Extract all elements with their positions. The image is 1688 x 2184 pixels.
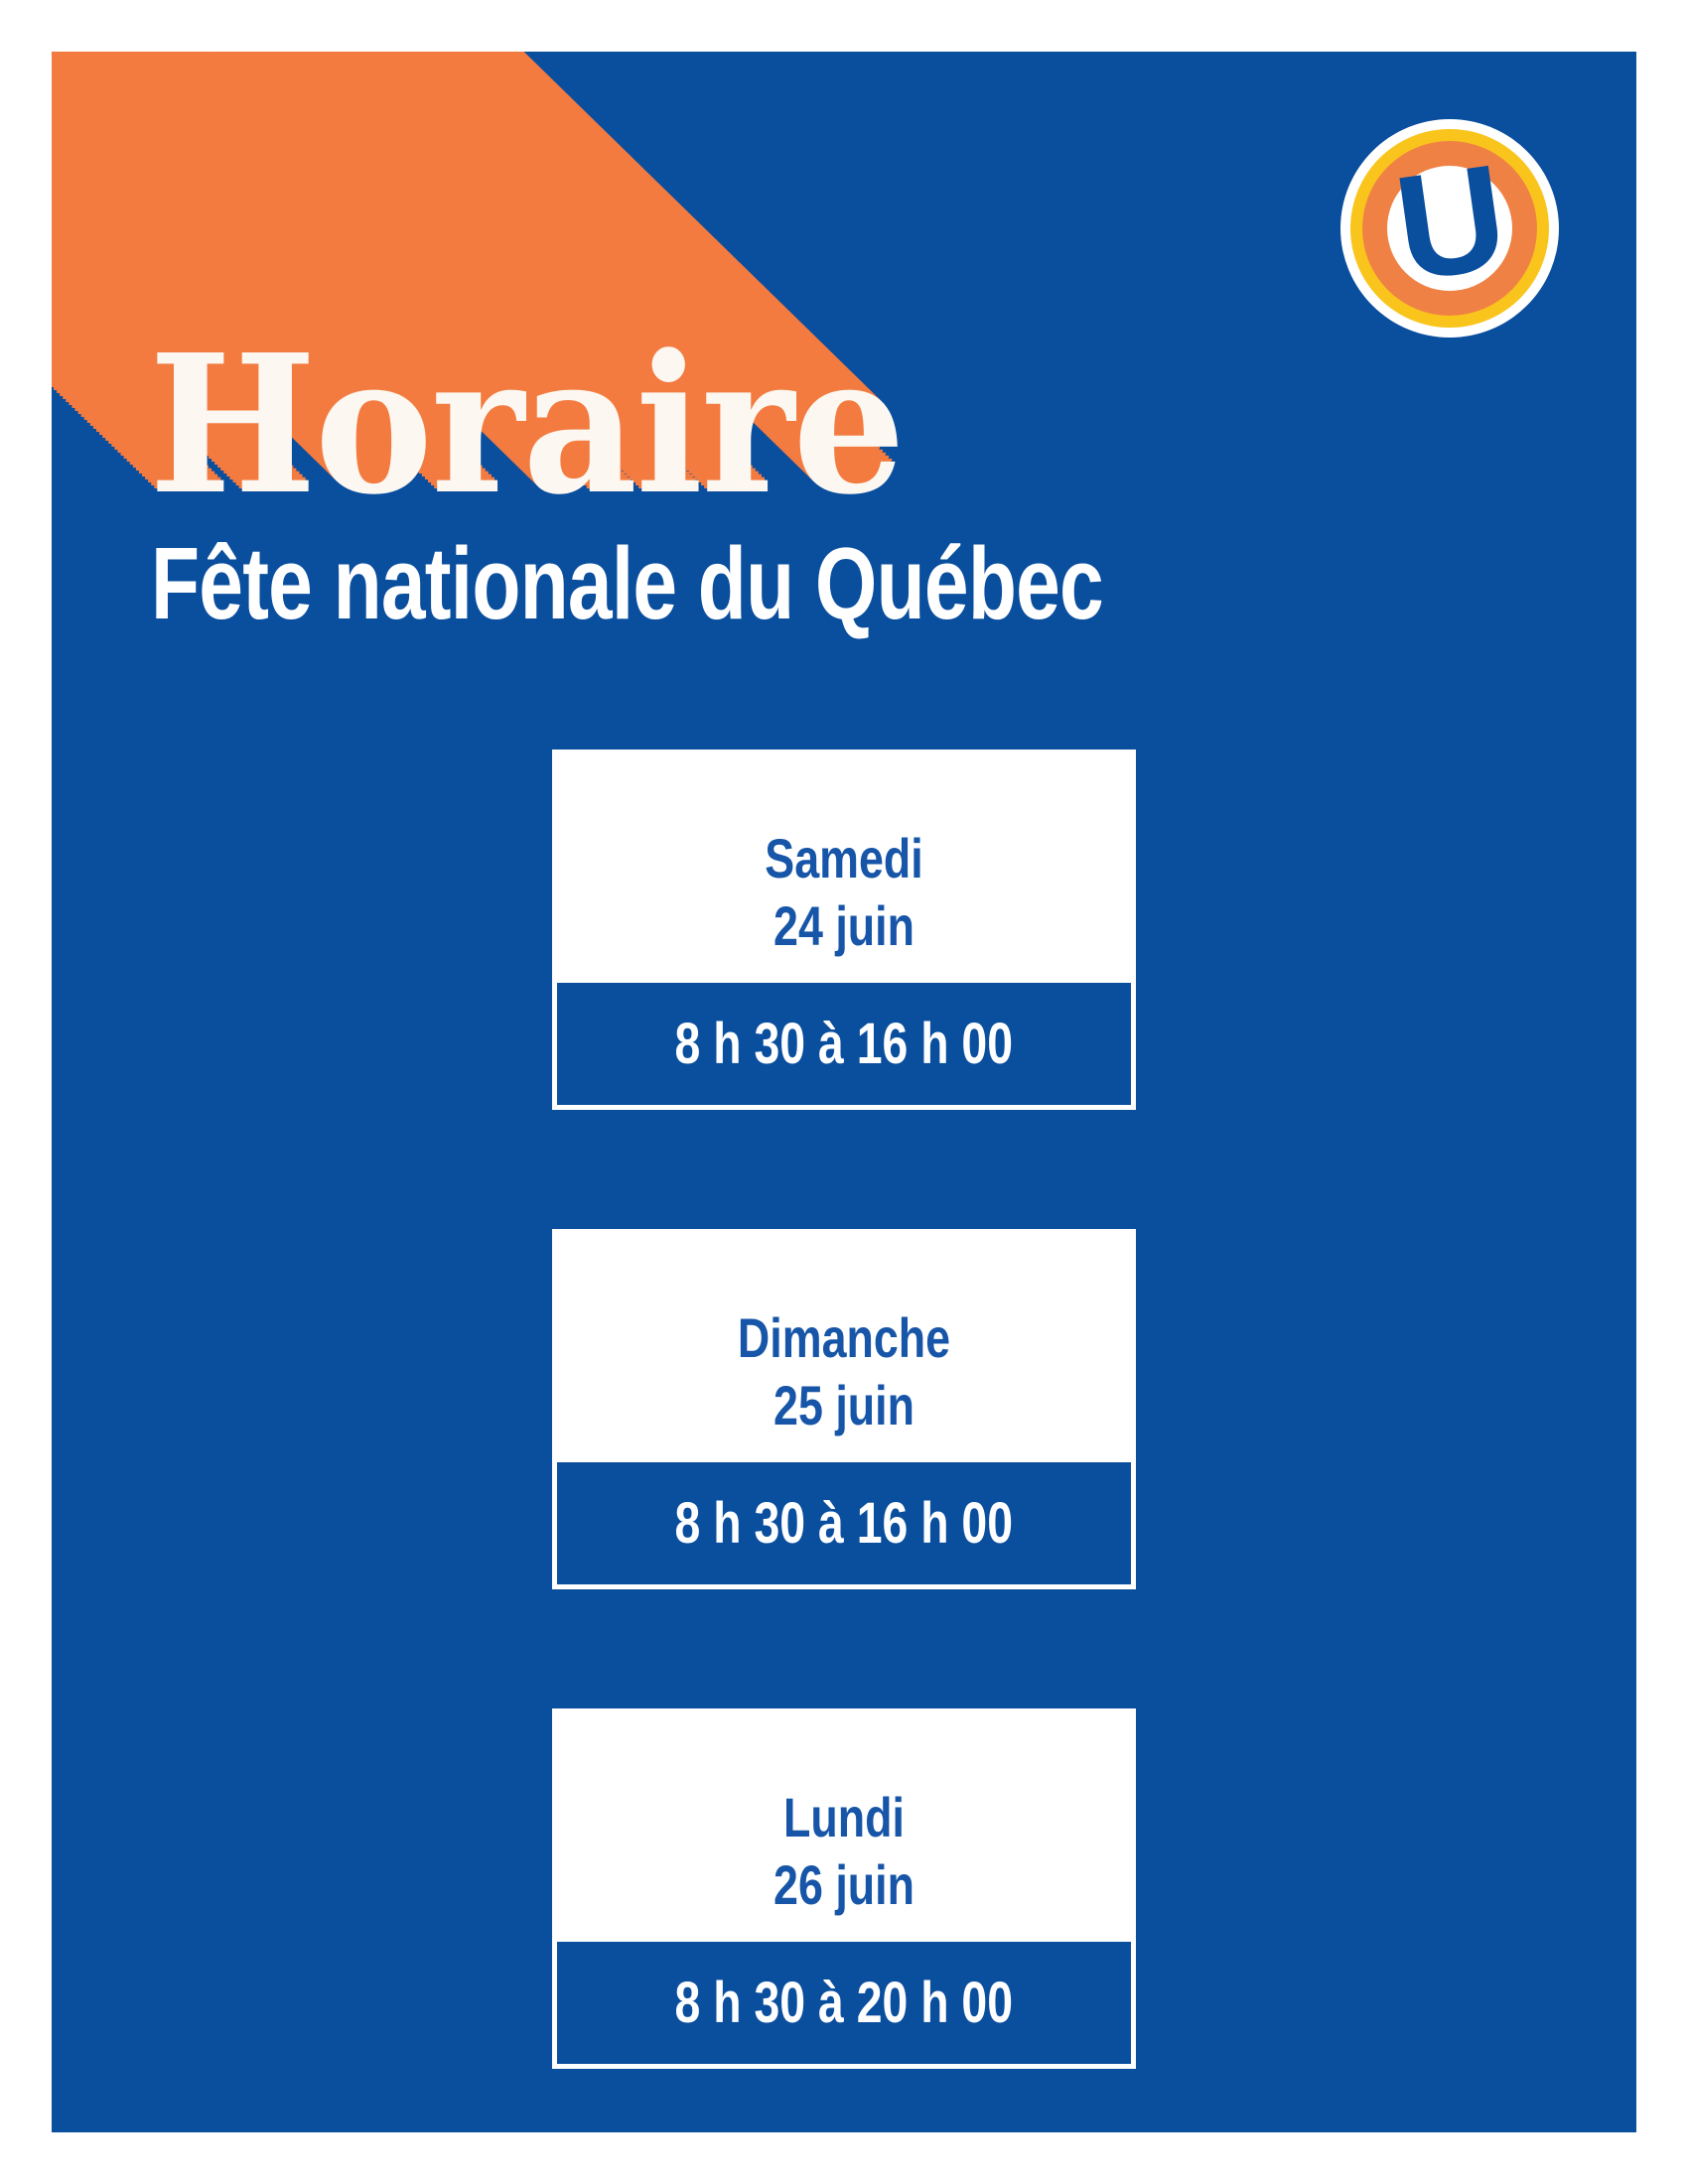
day-date: 26 juin <box>774 1852 914 1916</box>
uniprix-logo <box>1340 119 1559 338</box>
poster-content-area <box>52 52 1636 2132</box>
logo-orange-ring <box>1362 132 1537 316</box>
page-subtitle: Fête nationale du Québec <box>151 526 1103 640</box>
schedule-card <box>552 1708 1136 2069</box>
card-hours-bar <box>552 1937 1136 2069</box>
card-day-section <box>552 1229 1136 1457</box>
day-date: 25 juin <box>774 1373 914 1436</box>
card-hours-bar <box>552 978 1136 1110</box>
hours-text: 8 h 30 à 20 h 00 <box>674 1970 1014 2035</box>
hours-text: 8 h 30 à 16 h 00 <box>674 1490 1014 1556</box>
page-title: Horaire <box>149 314 905 537</box>
card-day-section <box>552 1708 1136 1937</box>
schedule-card <box>552 750 1136 1110</box>
card-day-section <box>552 750 1136 978</box>
day-name: Samedi <box>765 827 923 889</box>
hours-text: 8 h 30 à 16 h 00 <box>674 1011 1014 1076</box>
day-name: Dimanche <box>737 1306 951 1369</box>
schedule-card <box>552 1229 1136 1589</box>
day-date: 24 juin <box>774 893 914 957</box>
logo-yellow-ring <box>1350 129 1549 328</box>
day-name: Lundi <box>783 1786 905 1848</box>
logo-white-disc <box>1385 132 1516 313</box>
logo-letter-u-icon: U <box>1385 132 1516 313</box>
card-hours-bar <box>552 1457 1136 1589</box>
